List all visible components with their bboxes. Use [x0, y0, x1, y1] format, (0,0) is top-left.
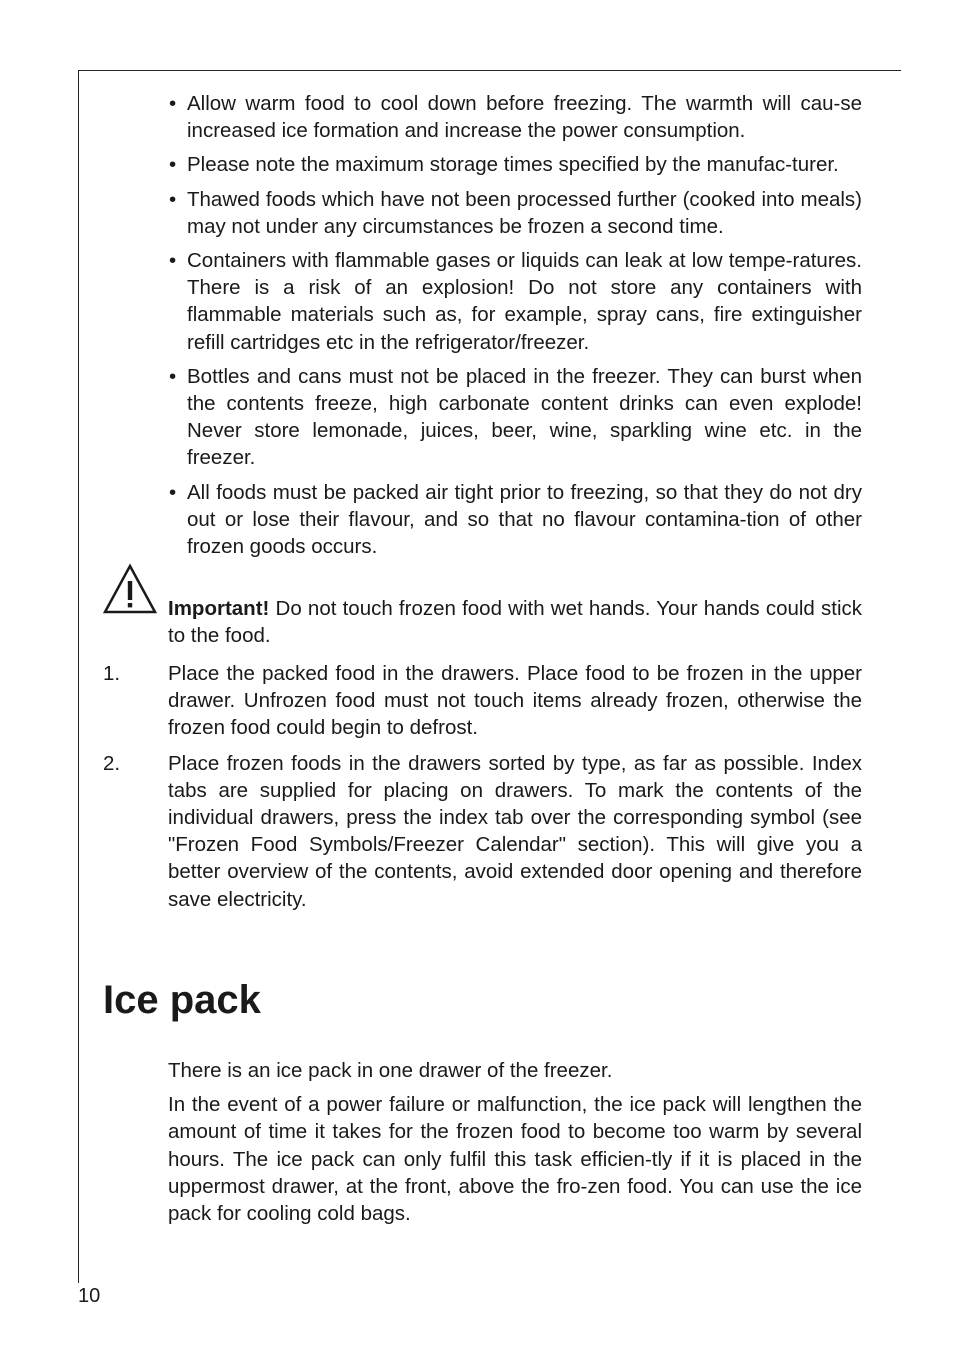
paragraph: There is an ice pack in one drawer of the freezer. [168, 1059, 613, 1082]
warning-triangle-icon [102, 563, 158, 615]
important-label: Important! [168, 597, 270, 620]
section-body [168, 1057, 862, 1234]
bullet-item: • All foods must be packed air tight prior to freezing, so that they do not dry out or lose their flavour, and so that no flavour contamina-tion of other frozen goods occurs. [168, 479, 862, 561]
paragraph: In the event of a power failure or malfunction, the ice pack will lengthen the amount of time it takes for the frozen food to become too warm by several hours. The ice pack can only fulfil this task efficien-tly if it is placed in the uppermost drawer, at the front, above the fro-zen food. You can use the ice pack for cooling cold bags. [168, 1093, 862, 1226]
step-text: Place frozen foods in the drawers sorted by type, as far as possible. Index tabs are supplied for placing on drawers. To mark the contents of the individual drawers, press the index tab over the corresponding symbol (see "Frozen Food Symbols/Freezer Calendar" section). This will give you a better overview of the contents, avoid extended door opening and therefore save electricity. [168, 751, 862, 911]
step-item [103, 750, 862, 913]
section-heading: Ice pack [103, 978, 261, 1022]
bullet-list [168, 90, 862, 567]
step-item [103, 660, 862, 742]
step-number: 2. [103, 751, 121, 775]
important-text: Do not touch frozen food with wet hands. Your hands could stick to the food. [168, 597, 863, 648]
bullet-item: • Thawed foods which have not been processed further (cooked into meals) may not under any circumstances be frozen a second time. [168, 186, 862, 240]
bullet-item: • Allow warm food to cool down before freezing. The warmth will cau-se increased ice formation and increase the power consumption. [168, 90, 862, 144]
step-text: Place the packed food in the drawers. Place food to be frozen in the upper drawer. Unfrozen food must not touch items already frozen, otherwise the frozen food could begin to defrost. [168, 662, 862, 740]
page-number: 10 [78, 1285, 101, 1307]
top-rule [78, 70, 901, 71]
numbered-steps [103, 660, 862, 921]
bullet-item: • Bottles and cans must not be placed in the freezer. They can burst when the contents freeze, high carbonate content drinks can even explode! Never store lemonade, juices, beer, wine, sparkling wine etc. in the freezer. [168, 363, 862, 472]
bullet-item: • Please note the maximum storage times specified by the manufac-turer. [168, 151, 862, 178]
bullet-item: • Containers with flammable gases or liquids can leak at low tempe-ratures. There is a risk of an explosion! Do not store any containers with flammable materials such as, for example, spray cans, fire extinguisher refill cartridges etc in the refrigerator/freezer. [168, 247, 862, 356]
step-number: 1. [103, 662, 121, 685]
left-rule [78, 70, 79, 1283]
important-note [168, 595, 862, 649]
